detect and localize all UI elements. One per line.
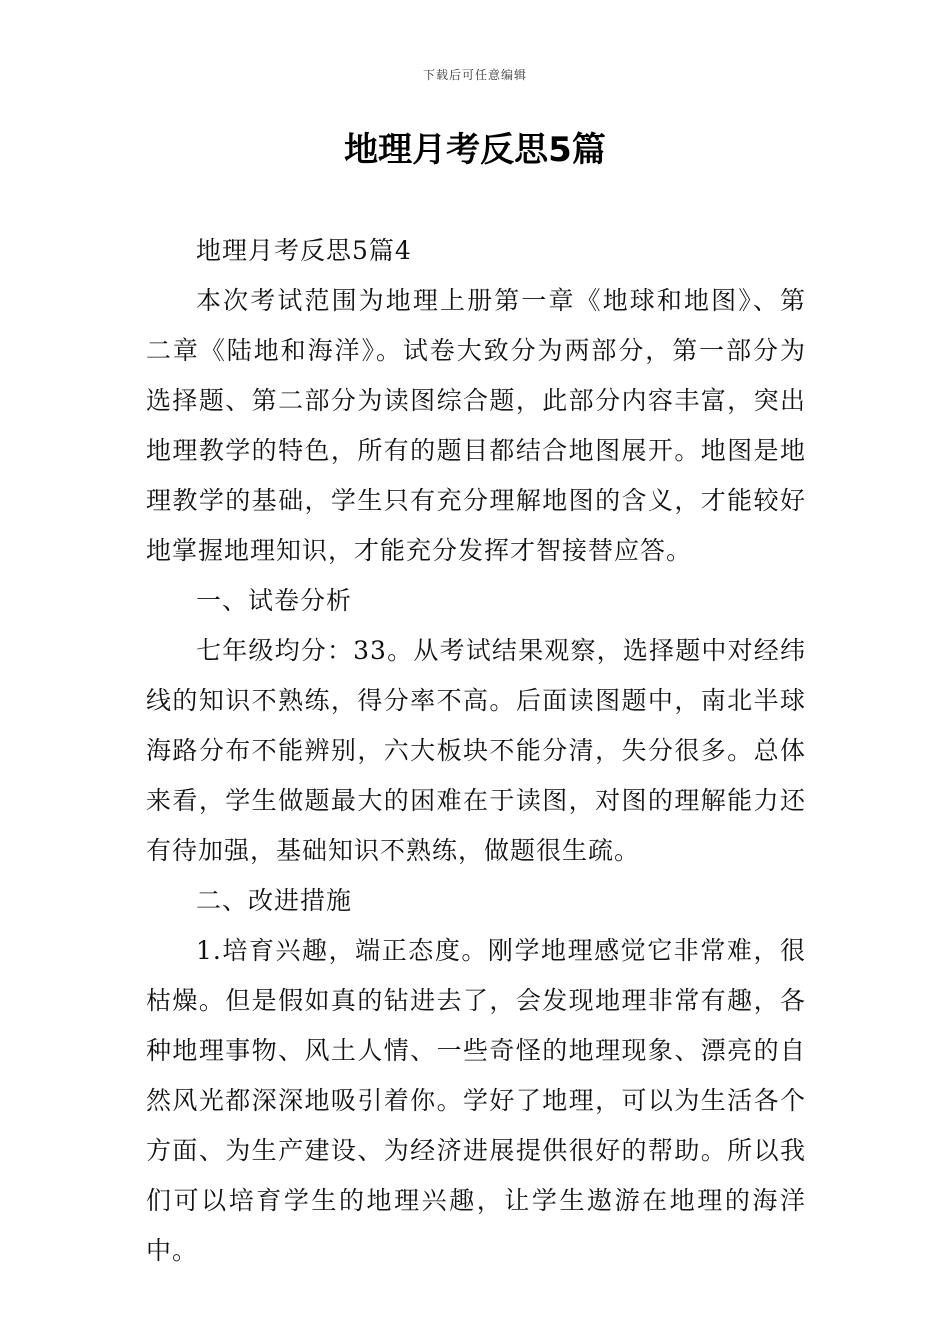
document-body (146, 226, 806, 1276)
section-heading-analysis: 一、试卷分析 (196, 586, 353, 615)
measures-paragraph: 1.培育兴趣，端正态度。刚学地理感觉它非常难，很枯燥。但是假如真的钻进去了，会发现地理非常有趣，各种地理事物、风土人情、一些奇怪的地理现象、漂亮的自然风光都深深地吸引着你。学好了地理，可以为生活各个方面、为生产建设、为经济进展提供很好的帮助。所以我们可以培育学生的地理兴趣，让学生遨游在地理的海洋中。 (146, 936, 806, 1265)
subtitle-paragraph: 地理月考反思5篇4 (196, 236, 412, 265)
section-heading-measures: 二、改进措施 (196, 886, 353, 915)
header-note: 下载后可任意编辑 (422, 68, 527, 82)
intro-paragraph: 本次考试范围为地理上册第一章《地球和地图》、第二章《陆地和海洋》。试卷大致分为两部分，第一部分为选择题、第二部分为读图综合题，此部分内容丰富，突出地理教学的特色，所有的题目都结合地图展开。地图是地理教学的基础，学生只有充分理解地图的含义，才能较好地掌握地理知识，才能充分发挥才智接替应答。 (146, 286, 806, 565)
document-title: 地理月考反思5篇 (344, 130, 606, 170)
analysis-paragraph: 七年级均分：33。从考试结果观察，选择题中对经纬线的知识不熟练，得分率不高。后面读图题中，南北半球海路分布不能辨别，六大板块不能分清，失分很多。总体来看，学生做题最大的困难在于读图，对图的理解能力还有待加强，基础知识不熟练，做题很生疏。 (146, 636, 806, 865)
